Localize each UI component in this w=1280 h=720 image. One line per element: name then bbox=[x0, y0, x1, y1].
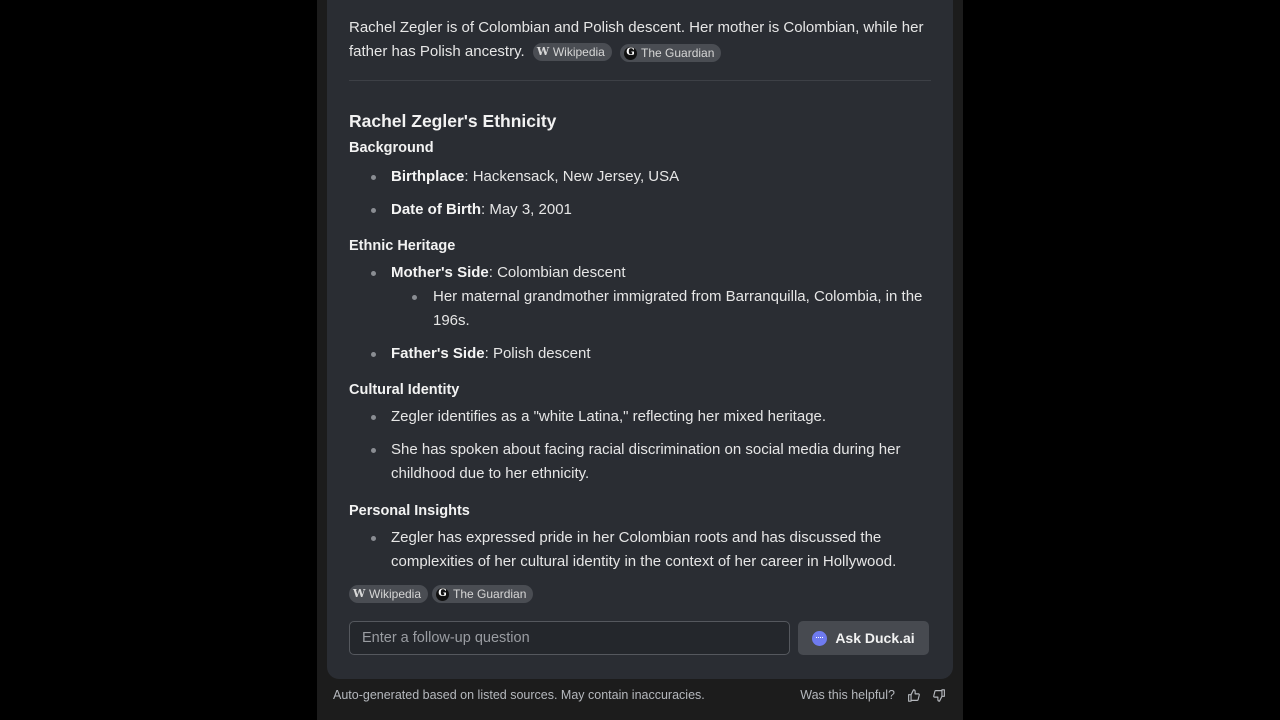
thumbs-down-icon[interactable] bbox=[931, 687, 947, 703]
answer-card bbox=[327, 0, 953, 679]
section-divider bbox=[349, 80, 931, 81]
heritage-list bbox=[349, 261, 931, 366]
answer-footer bbox=[333, 686, 947, 704]
father-side-label: Father's Side bbox=[391, 345, 485, 362]
source-chip-label: Wikipedia bbox=[552, 45, 605, 59]
answer-panel bbox=[317, 0, 963, 720]
list-item bbox=[349, 198, 931, 222]
source-chip-label: The Guardian bbox=[453, 587, 527, 601]
insights-list bbox=[349, 526, 931, 574]
list-item bbox=[349, 342, 931, 366]
mother-side-value: : Colombian descent bbox=[488, 264, 626, 281]
duck-ai-chat-icon bbox=[812, 631, 827, 646]
mother-side-label: Mother's Side bbox=[391, 264, 489, 281]
birthplace-label: Birthplace bbox=[391, 168, 465, 185]
followup-input[interactable] bbox=[349, 621, 790, 655]
cultural-list bbox=[349, 405, 931, 486]
mother-detail-text: Her maternal grandmother immigrated from Barranquilla, Colombia, in the 196s. bbox=[433, 288, 923, 329]
dob-value: : May 3, 2001 bbox=[481, 201, 572, 218]
source-chip-wikipedia[interactable] bbox=[349, 585, 428, 603]
source-chip-label: Wikipedia bbox=[369, 587, 422, 601]
article-sources bbox=[349, 585, 533, 605]
disclaimer-text: Auto-generated based on listed sources. May contain inaccuracies. bbox=[333, 688, 705, 702]
ask-duck-ai-button[interactable] bbox=[798, 621, 929, 655]
section-heading-cultural: Cultural Identity bbox=[349, 382, 460, 398]
article-content bbox=[349, 107, 931, 574]
wikipedia-icon: W bbox=[353, 587, 366, 600]
article-title: Rachel Zegler's Ethnicity bbox=[349, 111, 557, 131]
section-heading-insights: Personal Insights bbox=[349, 503, 470, 519]
dob-label: Date of Birth bbox=[391, 201, 481, 218]
mother-detail-list bbox=[391, 285, 931, 333]
guardian-icon: G bbox=[624, 47, 637, 60]
list-item: She has spoken about facing racial discrimination on social media during her childhood due to her ethnicity. bbox=[349, 438, 931, 486]
list-item bbox=[349, 165, 931, 189]
feedback-group bbox=[800, 686, 947, 704]
section-heading-heritage: Ethnic Heritage bbox=[349, 238, 456, 254]
father-side-value: : Polish descent bbox=[484, 345, 591, 362]
list-item bbox=[349, 261, 931, 333]
intro-paragraph bbox=[349, 16, 929, 64]
list-item bbox=[391, 285, 931, 333]
source-chip-guardian[interactable] bbox=[432, 585, 533, 603]
guardian-icon: G bbox=[436, 588, 449, 601]
birthplace-value: : Hackensack, New Jersey, USA bbox=[464, 168, 680, 185]
wikipedia-icon: W bbox=[536, 45, 550, 58]
section-heading-background: Background bbox=[349, 140, 434, 156]
source-chip-guardian[interactable] bbox=[620, 44, 721, 62]
source-chip-label: The Guardian bbox=[641, 46, 715, 60]
intro-text: Rachel Zegler is of Colombian and Polish descent. Her mother is Colombian, while her father has Polish ancestry. bbox=[349, 19, 924, 60]
list-item: Zegler identifies as a "white Latina," reflecting her mixed heritage. bbox=[349, 405, 931, 429]
source-chip-wikipedia[interactable] bbox=[533, 43, 612, 61]
list-item: Zegler has expressed pride in her Colombian roots and has discussed the complexities of her cultural identity in the context of her career in Hollywood. bbox=[349, 526, 931, 574]
background-list bbox=[349, 165, 931, 222]
followup-row bbox=[349, 621, 931, 655]
helpful-prompt: Was this helpful? bbox=[800, 688, 895, 702]
ask-button-label: Ask Duck.ai bbox=[835, 630, 915, 646]
thumbs-up-icon[interactable] bbox=[905, 687, 921, 703]
